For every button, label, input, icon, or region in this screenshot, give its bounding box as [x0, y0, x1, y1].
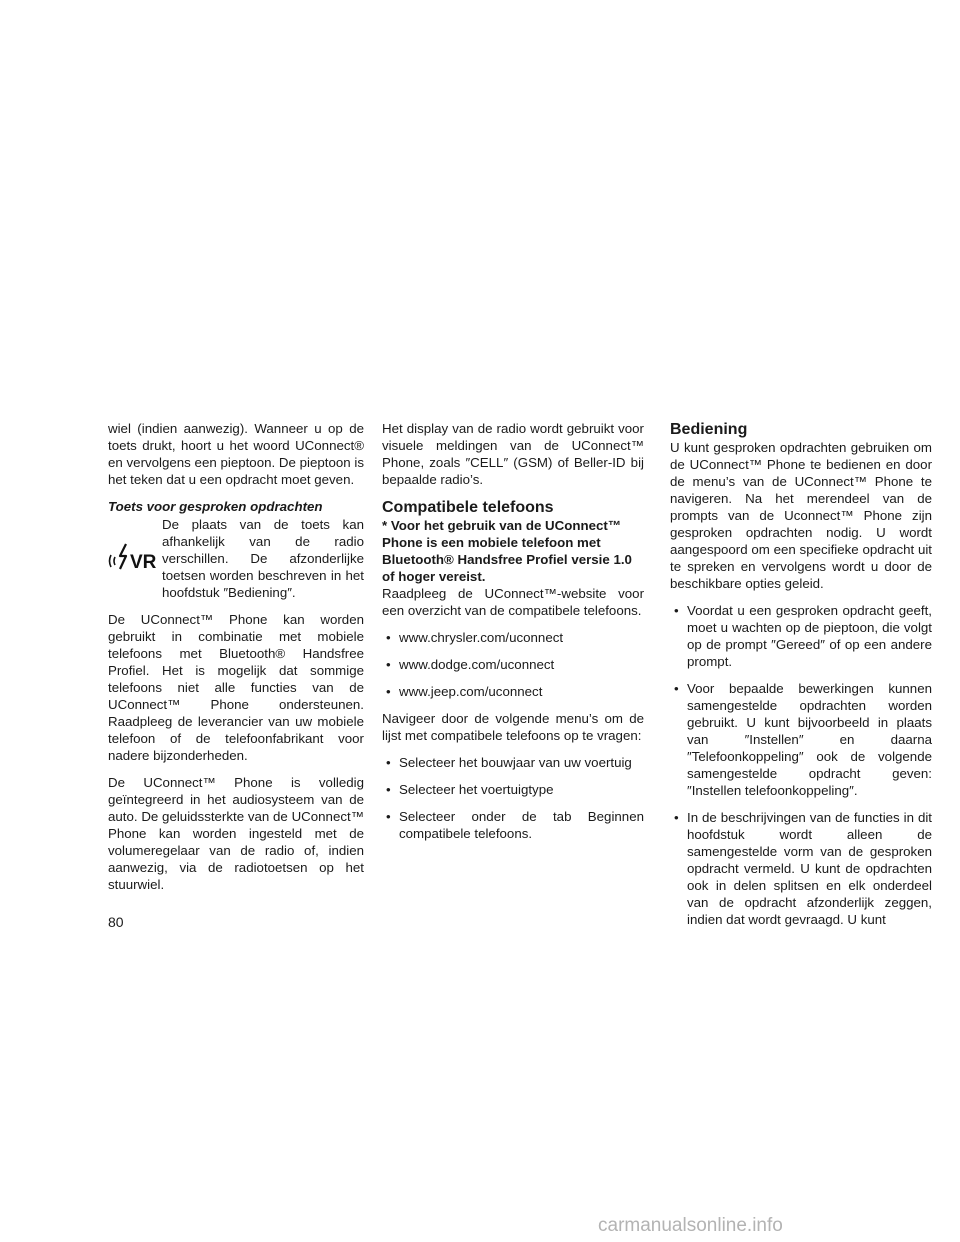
paragraph: U kunt gesproken opdrachten gebruiken om de UConnect™ Phone te bedienen en door de menu’s van de UConnect™ Phone te navigeren. Na het merendeel van de prompts van de Uconnect™ Phone zijn gesproken opdrachten nodig. U wordt aangespoord om een specifieke opdracht uit te spreken en vervolgens wordt u door de beschikbare opties geleid.: [670, 440, 932, 591]
list-item: • www.chrysler.com/uconnect: [382, 629, 644, 646]
list-item: • www.jeep.com/uconnect: [382, 683, 644, 700]
column-left: [108, 420, 364, 903]
subheading: Toets voor gesproken opdrachten: [108, 499, 323, 514]
page-number: 80: [108, 914, 124, 930]
paragraph: Raadpleeg de UConnect™-website voor een overzicht van de compatibele telefoons.: [382, 586, 644, 618]
vr-icon-label: VR: [130, 552, 157, 572]
bullet-list: [670, 602, 932, 928]
list-item: • Selecteer het voertuigtype: [382, 781, 644, 798]
column-right: [670, 420, 932, 938]
paragraph: Navigeer door de volgende menu’s om de lijst met compatibele telefoons op te vragen:: [382, 711, 644, 743]
list-item: • Selecteer het bouwjaar van uw voertuig: [382, 754, 644, 771]
list-item: • Selecteer onder de tab Beginnen compatibele telefoons.: [382, 808, 644, 842]
vr-description: De plaats van de toets kan afhankelijk van de radio verschillen. De afzonderlijke toetsen worden beschreven in het hoofdstuk ″Bediening″.: [162, 517, 364, 600]
footer-watermark: carmanualsonline.info: [598, 1215, 783, 1236]
website-list: [382, 629, 644, 700]
vr-button-block: [108, 516, 364, 601]
paragraph: De UConnect™ Phone kan worden gebruikt in combinatie met mobiele telefoons met Bluetooth® Handsfree Profiel. Het is mogelijk dat sommige telefoons niet alle functies van de UConnect™ Phone ondersteunen. Raadpleeg de leverancier van uw mobiele telefoon of de telefoonfabrikant voor nadere bijzonderheden.: [108, 612, 364, 763]
section-heading-compatibele-telefoons: Compatibele telefoons: [382, 499, 554, 516]
requirement-note: * Voor het gebruik van de UConnect™ Phone is een mobiele telefoon met Bluetooth® Handsfree Profiel versie 1.0 of hoger vereist.: [382, 518, 632, 584]
voice-recognition-icon: [108, 516, 162, 601]
list-item: • www.dodge.com/uconnect: [382, 656, 644, 673]
column-middle: [382, 420, 644, 852]
paragraph: wiel (indien aanwezig). Wanneer u op de toets drukt, hoort u het woord UConnect® en vervolgens een pieptoon. De pieptoon is het teken dat u een opdracht moet geven.: [108, 421, 364, 487]
steps-list: [382, 754, 644, 842]
paragraph: De UConnect™ Phone is volledig geïntegreerd in het audiosysteem van de auto. De geluidssterkte van de UConnect™ Phone kan worden ingesteld met de volumeregelaar van de radio of, indien aanwezig, via de radiotoetsen op het stuurwiel.: [108, 775, 364, 892]
list-item: • Voor bepaalde bewerkingen kunnen samengestelde opdrachten worden gebruikt. U kunt bijvoorbeeld in plaats van ″Instellen″ en daarna ″Telefoonkoppeling″ ook de volgende samengestelde opdracht geven: ″Instellen telefoonkoppeling″.: [670, 680, 932, 799]
section-heading-bediening: Bediening: [670, 421, 748, 438]
list-item: • Voordat u een gesproken opdracht geeft, moet u wachten op de pieptoon, die volgt op de prompt ″Gereed″ of op een andere prompt.: [670, 602, 932, 670]
paragraph: Het display van de radio wordt gebruikt voor visuele meldingen van de UConnect™ Phone, zoals ″CELL″ (GSM) of Beller-ID bij bepaalde radio’s.: [382, 421, 644, 487]
list-item: • In de beschrijvingen van de functies in dit hoofdstuk wordt alleen de samengestelde vorm van de gesproken opdracht vermeld. U kunt de opdrachten ook in delen splitsen en elk onderdeel van de opdracht afzonderlijk zeggen, indien dat wordt gevraagd. U kunt: [670, 809, 932, 928]
